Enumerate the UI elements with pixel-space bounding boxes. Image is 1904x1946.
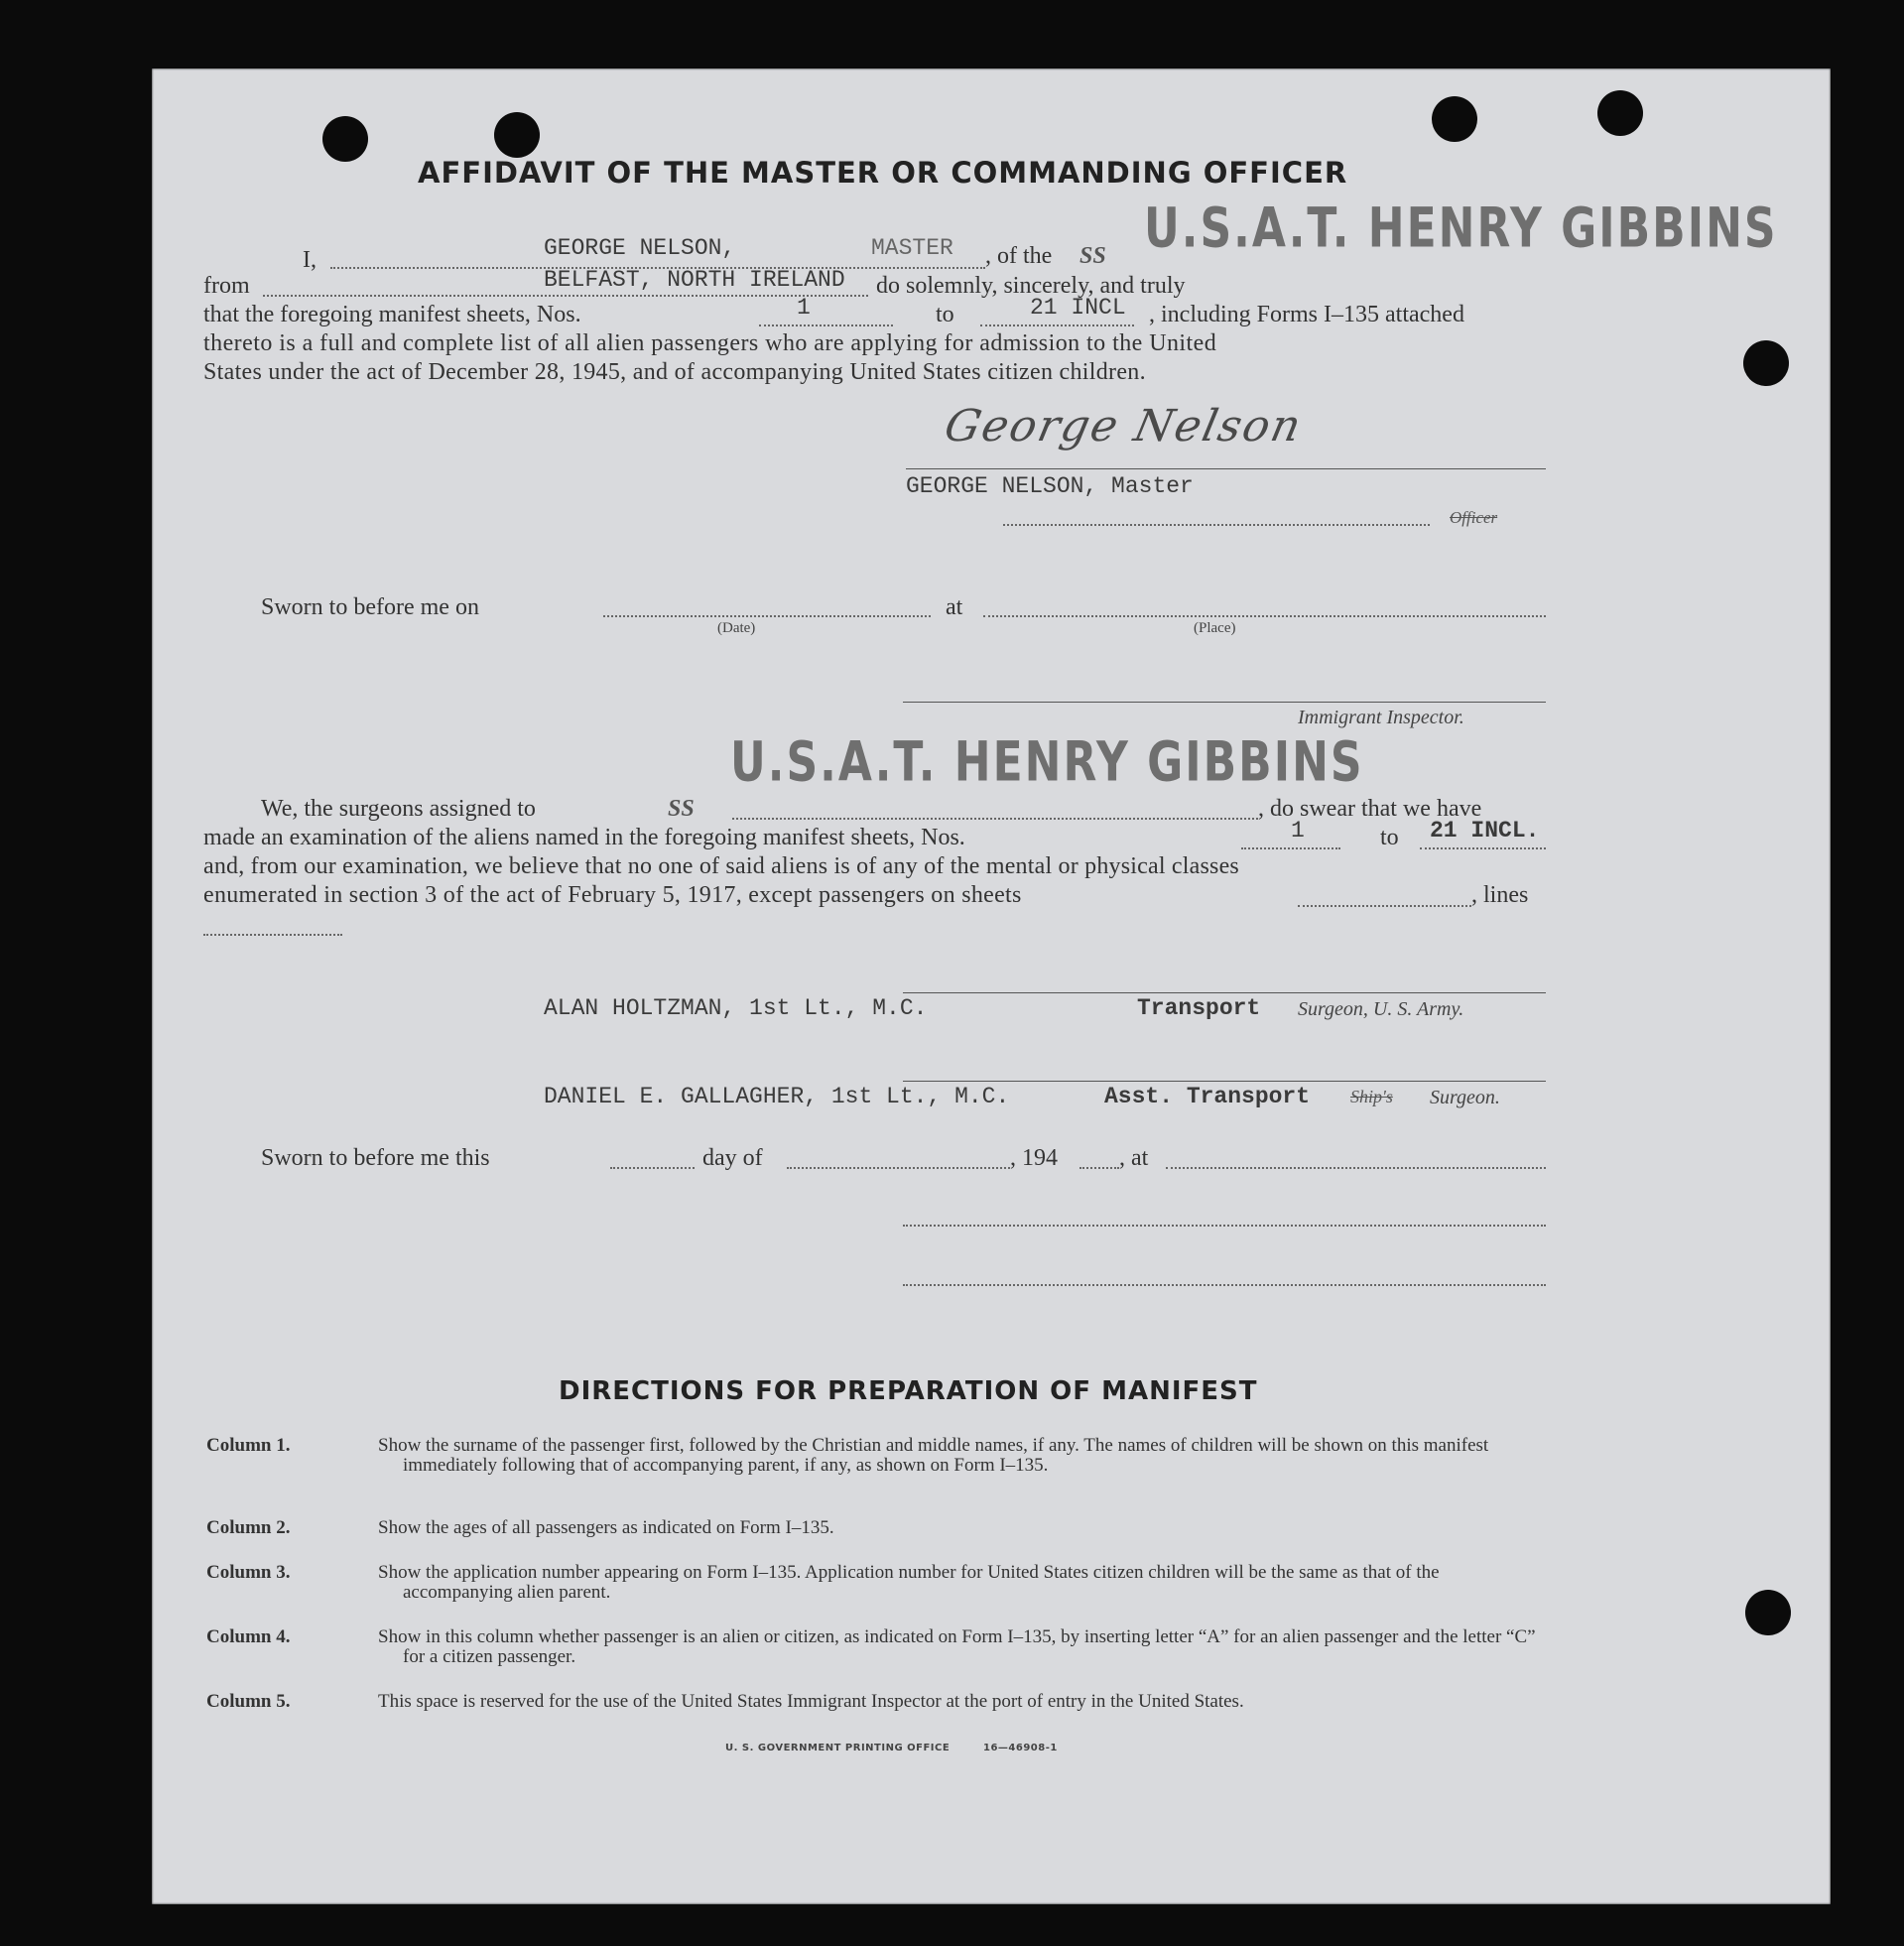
sheet-from-line [759, 324, 893, 326]
column-3-label: Column 3. [206, 1562, 291, 1583]
manifest-sheets-label: that the foregoing manifest sheets, Nos. [203, 302, 581, 327]
sworn-place-line [983, 615, 1546, 617]
sworn-signature-line-1 [903, 1225, 1546, 1227]
inspector-signature-line [903, 702, 1546, 703]
solemnly-text: do solemnly, sincerely, and truly [876, 273, 1186, 299]
surgeon-2-role-struck: Ship's [1350, 1087, 1393, 1106]
sworn-at-line-2 [1166, 1167, 1546, 1169]
signature-line [906, 468, 1546, 469]
sheet-from: 1 [797, 295, 811, 321]
sworn-day-line [610, 1167, 695, 1169]
sworn-year-line [1079, 1167, 1119, 1169]
surgeons-line-3: and, from our examination, we believe that no one of said aliens is of any of the mental or physical classes [203, 853, 1239, 879]
punch-hole [1743, 340, 1789, 386]
surgeon-2-name: DANIEL E. GALLAGHER, 1st Lt., M.C. [544, 1084, 1010, 1109]
punch-hole [1597, 90, 1643, 136]
date-caption: (Date) [717, 620, 756, 636]
surgeons-sheet-to: 21 INCL. [1430, 818, 1540, 843]
surgeon-2-role-typed: Asst. Transport [1104, 1084, 1311, 1109]
surgeon-1-name: ALAN HOLTZMAN, 1st Lt., M.C. [544, 995, 928, 1021]
column-2-text: Show the ages of all passengers as indicated on Form I–135. [378, 1517, 834, 1538]
master-name: GEORGE NELSON, [544, 235, 736, 261]
sheet-to: 21 INCL [1030, 295, 1126, 321]
excepted-lines-line [203, 934, 342, 936]
affidavit-line-4: thereto is a full and complete list of all alien passengers who are applying for admission to the United [203, 330, 1217, 356]
sworn-this-label: Sworn to before me this [261, 1145, 490, 1171]
sworn-at-label-2: , at [1119, 1145, 1149, 1171]
ship-prefix: SS [1079, 243, 1106, 269]
sworn-day-of-label: day of [702, 1145, 763, 1171]
column-5-label: Column 5. [206, 1691, 291, 1712]
form-number: 16—46908-1 [983, 1743, 1058, 1753]
ship-stamp: U.S.A.T. HENRY GIBBINS [1144, 196, 1778, 260]
sworn-date-line [603, 615, 931, 617]
sworn-at-label: at [946, 594, 963, 620]
sworn-label: Sworn to before me on [261, 594, 479, 620]
to-label: to [936, 302, 954, 327]
sworn-year-label: , 194 [1010, 1145, 1058, 1171]
punch-hole [494, 112, 540, 158]
column-3-text: Show the application number appearing on Form I–135. Application number for United States citizen children will be the same as that of the accompanying alien parent. [378, 1562, 1440, 1603]
sheet-to-line [980, 324, 1134, 326]
column-5-text: This space is reserved for the use of the United States Immigrant Inspector at the port of entry in the United States. [378, 1691, 1244, 1712]
punch-hole [1432, 96, 1477, 142]
surgeon-2-signature-line [903, 1081, 1546, 1082]
forms-attached-text: , including Forms I–135 attached [1149, 302, 1464, 327]
sworn-signature-line-2 [903, 1284, 1546, 1286]
from-value: BELFAST, NORTH IRELAND [544, 267, 845, 293]
surgeon-1-role-typed: Transport [1137, 995, 1261, 1021]
master-title: MASTER [871, 235, 953, 261]
surgeons-to-label: to [1380, 825, 1399, 850]
lines-label: , lines [1471, 882, 1529, 908]
column-2-label: Column 2. [206, 1517, 291, 1538]
master-signature: George Nelson [940, 401, 1308, 452]
surgeons-ship-stamp: U.S.A.T. HENRY GIBBINS [730, 730, 1364, 794]
affidavit-title: AFFIDAVIT OF THE MASTER OR COMMANDING OFFICER [418, 156, 1348, 190]
surgeons-sheet-to-line [1420, 847, 1546, 849]
surgeon-2-role-printed: Surgeon. [1430, 1087, 1500, 1108]
surgeons-line-4: enumerated in section 3 of the act of February 5, 1917, except passengers on sheets [203, 882, 1022, 908]
column-4-label: Column 4. [206, 1626, 291, 1647]
column-1-label: Column 1. [206, 1435, 291, 1456]
surgeon-1-signature-line [903, 992, 1546, 993]
surgeon-1-role-printed: Surgeon, U. S. Army. [1298, 998, 1464, 1020]
affidavit-line-5: States under the act of December 28, 1945, and of accompanying United States citizen children. [203, 359, 1146, 385]
affidavit-page [152, 68, 1831, 1904]
signature-typed-name: GEORGE NELSON, Master [906, 473, 1194, 499]
i-label: I, [303, 247, 317, 273]
punch-hole [1745, 1590, 1791, 1635]
excepted-sheets-line [1298, 905, 1471, 907]
surgeons-sheet-from: 1 [1291, 818, 1305, 843]
surgeons-swear-text: , do swear that we have [1258, 796, 1482, 822]
printer-imprint: U. S. GOVERNMENT PRINTING OFFICE [725, 1743, 951, 1753]
sworn-month-line [787, 1167, 1010, 1169]
surgeons-line-1: We, the surgeons assigned to [261, 796, 536, 822]
surgeons-ship-prefix: SS [668, 796, 695, 822]
from-label: from [203, 273, 250, 299]
from-line [263, 295, 868, 297]
column-1-text: Show the surname of the passenger first, followed by the Christian and middle names, if any. The names of children will be shown on this manifest immediately following that of accompanying parent, if any, as shown on Form I–135. [378, 1435, 1489, 1476]
surgeons-line-2: made an examination of the aliens named in the foregoing manifest sheets, Nos. [203, 825, 965, 850]
of-the-label: , of the [985, 243, 1053, 269]
surgeons-sheet-from-line [1241, 847, 1340, 849]
surgeons-ship-line [732, 818, 1258, 820]
place-caption: (Place) [1194, 620, 1236, 636]
directions-title: DIRECTIONS FOR PREPARATION OF MANIFEST [559, 1376, 1258, 1406]
column-4-text: Show in this column whether passenger is an alien or citizen, as indicated on Form I–135, by inserting letter “A” for an alien passenger and the letter “C” for a citizen passenger. [378, 1626, 1536, 1667]
inspector-label: Immigrant Inspector. [1298, 707, 1464, 728]
punch-hole [322, 116, 368, 162]
officer-label: Officer [1450, 508, 1498, 527]
officer-line [1003, 524, 1430, 526]
